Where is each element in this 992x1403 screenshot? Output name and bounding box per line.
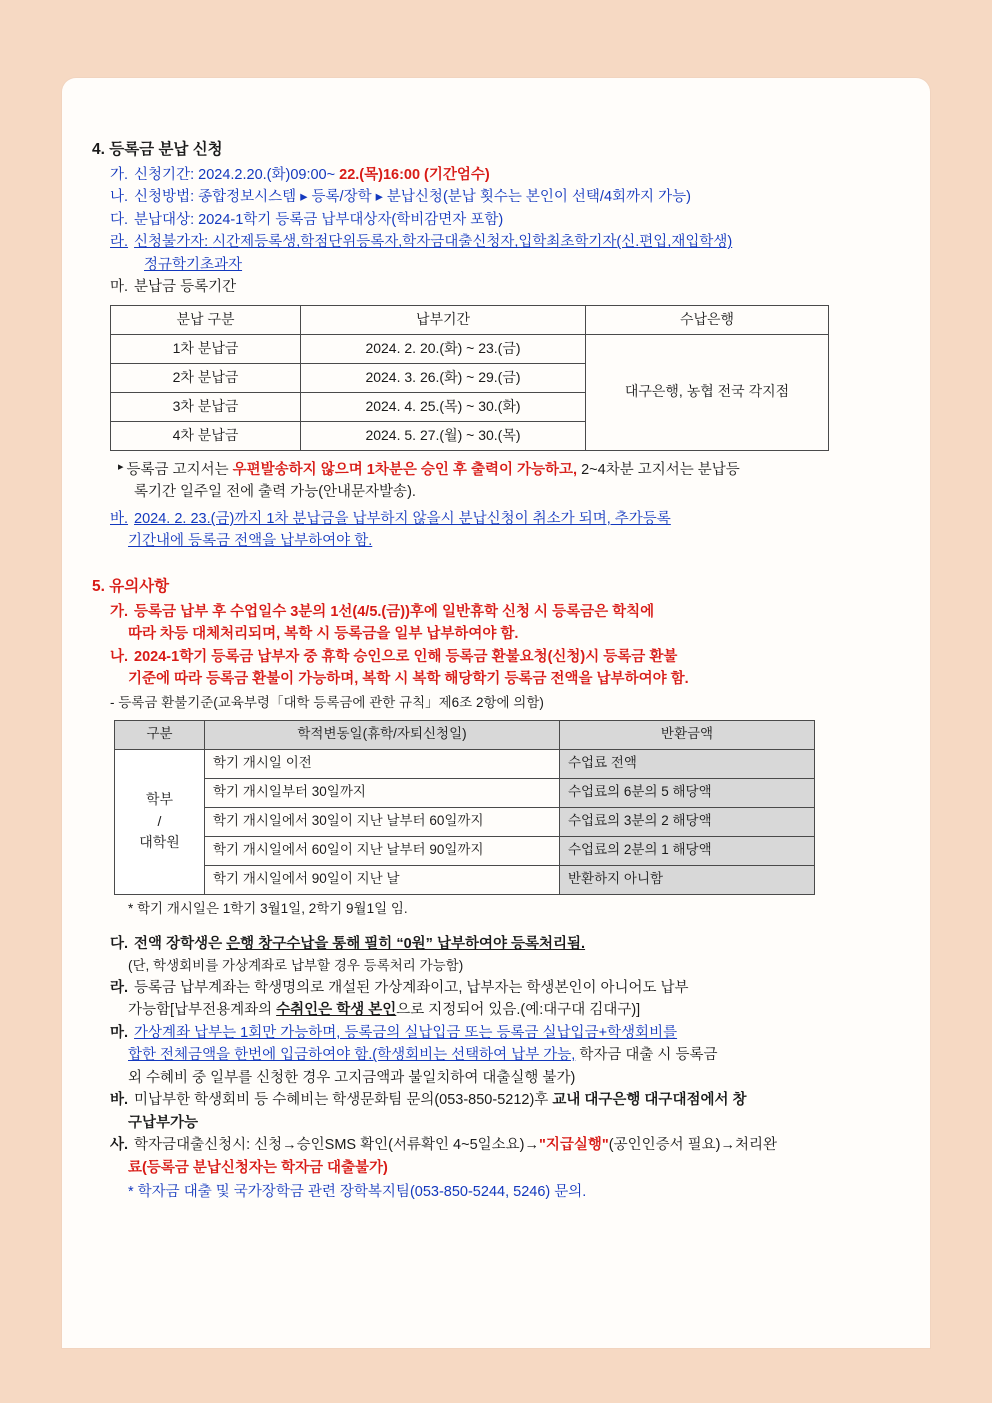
cell-refund-amount: 반환하지 아니함 [560,865,815,894]
cell-change-date: 학기 개시일부터 30일까지 [205,778,560,807]
loan-contact-note: * 학자금 대출 및 국가장학금 관련 장학복지팀(053-850-5244, 5246) 문의. [128,1184,587,1201]
section5-item-sa-line2: 료(등록금 분납신청자는 학자금 대출불가) [128,1159,388,1176]
section5-item-na-line2: 기준에 따라 등록금 환불이 가능하며, 복학 시 복학 해당학기 등록금 전액을 납부하여야 함. [128,671,689,688]
th-bank: 수납은행 [586,305,829,334]
table-row [115,865,815,894]
cell-group-label [115,749,205,894]
item-text-da [134,209,892,231]
cell-refund-amount: 수업료 전액 [560,749,815,778]
item5-label-ma: 마. [110,1024,129,1041]
table-row [115,836,815,865]
da-title: 분납대상: [134,211,195,228]
bullet-text [127,459,892,481]
item5-text-ra: 등록금 납부계좌는 학생명의로 개설된 가상계좌이고, 납부자는 학생본인이 아니어도 납부 [134,979,689,996]
cell-bank: 대구은행, 농협 전국 각지점 [586,334,829,450]
da-pre: 전액 장학생은 [134,936,223,953]
ra-title: 신청불가자: [134,234,209,251]
cell-division: 2차 분납금 [111,363,301,392]
refund-table [114,720,815,895]
ba-line1-emph: 교내 대구은행 대구대점에서 창 [552,1092,747,1109]
cell-change-date: 학기 개시일에서 30일이 지난 날부터 60일까지 [205,807,560,836]
triangle-bullet-icon: ▸ [118,460,124,473]
ma-line2-main: 합한 전체금액을 한번에 입금하여야 함.(학생회비는 선택하여 납부 가능, [128,1047,576,1064]
section-4-heading: 4. 등록금 분납 신청 [92,141,223,158]
section5-item-ma [92,1022,892,1044]
item-label-ma: 마. [110,279,129,296]
cell-refund-amount: 수업료의 6분의 5 해당액 [560,778,815,807]
section-5-heading: 5. 유의사항 [92,577,170,595]
cell-period: 2024. 4. 25.(목) ~ 30.(화) [301,392,586,421]
section5-item-ba [92,1089,892,1111]
cell-change-date: 학기 개시일에서 60일이 지난 날부터 90일까지 [205,836,560,865]
section4-item-ra [92,231,892,253]
section5-item-ma-line2 [92,1044,892,1066]
item-text-ra [134,231,892,253]
table-row [115,749,815,778]
da-text: 2024-1학기 등록금 납부대상자(학비감면자 포함) [198,211,504,228]
semester-start-note: * 학기 개시일은 1학기 3월1일, 2학기 9월1일 임. [128,900,408,916]
section5-item-ga [92,601,892,623]
table-header-row [111,305,829,334]
section4-item-ba [92,508,892,530]
ra-line2-underline: 수취인은 학생 본인 [276,1002,397,1019]
section5-item-da [92,933,892,955]
item5-label-sa: 사. [110,1137,129,1154]
section5-item-ra-line2 [92,999,892,1021]
section5-item-na [92,646,892,668]
cell-change-date: 학기 개시일 이전 [205,749,560,778]
item-text-na [134,186,892,208]
ba-line1-pre: 미납부한 학생회비 등 수혜비는 학생문화팀 문의(053-850-5212)후 [134,1092,549,1109]
cell-refund-amount: 수업료의 2분의 1 해당액 [560,836,815,865]
section4-item-ra-line2: 정규학기초과자 [144,256,243,273]
refund-basis-note: - 등록금 환불기준(교육부령「대학 등록금에 관한 규칙」제6조 2항에 의함) [110,694,544,710]
cell-refund-amount: 수업료의 3분의 2 해당액 [560,807,815,836]
item-label-ga: 가. [110,167,129,184]
na-title: 신청방법: [134,189,195,206]
item-label-da: 다. [110,211,129,228]
item-text-ga [134,164,892,186]
cell-division: 4차 분납금 [111,421,301,450]
section4-item-da [92,209,892,231]
table-row [115,778,815,807]
item-label-ra: 라. [110,234,129,251]
ra-text: 시간제등록생,학점단위등록자,학자금대출신청자,입학최초학기자(신.편입,재입학생) [212,234,733,251]
section5-item-da-sub: (단, 학생회비를 가상계좌로 납부할 경우 등록처리 가능함) [128,957,464,973]
item-text-ma: 분납금 등록기간 [134,279,237,296]
item5-text-na: 2024-1학기 등록금 납부자 중 휴학 승인으로 인해 등록금 환불요청(신청)시 등록금 환불 [134,648,678,665]
na-text: 종합정보시스템 ▸ 등록/장학 ▸ 분납신청(분납 횟수는 본인이 선택/4회까지 가능) [198,189,691,206]
table-row [115,807,815,836]
group-line2: / [157,812,162,829]
item5-text-ga: 등록금 납부 후 수업일수 3분의 1선(4/5.(금))후에 일반휴학 신청 시 등록금은 학칙에 [134,603,655,620]
item-label-na: 나. [110,189,129,206]
ra-line2-post: 으로 지정되어 있음.(예:대구대 김대구)] [396,1002,641,1019]
cell-period: 2024. 5. 27.(월) ~ 30.(목) [301,421,586,450]
section5-item-ra [92,977,892,999]
table-row [111,334,829,363]
document-content [92,138,892,1204]
item5-text-ba [134,1089,892,1111]
item5-label-ga: 가. [110,603,129,620]
item5-text-sa [134,1134,892,1156]
sa-line1-emph: "지급실행" [538,1137,609,1154]
da-underline: 은행 창구수납을 통해 필히 “0원” 납부하여야 등록처리됨. [226,936,586,953]
sa-line1-post: (공인인증서 필요)→처리완 [608,1137,778,1154]
group-line1: 학부 [145,790,174,807]
ga-emphasis: 22.(목)16:00 (기간엄수) [339,167,490,184]
item5-label-na: 나. [110,648,129,665]
bullet-pre: 등록금 고지서는 [126,461,229,478]
th-period: 납부기간 [301,305,586,334]
section4-bullet [92,459,892,481]
item5-label-ra: 라. [110,979,129,996]
cell-division: 1차 분납금 [111,334,301,363]
th-change-date: 학적변동일(휴학/자퇴신청일) [205,720,560,749]
section5-item-ga-line2: 따라 차등 대체처리되며, 복학 시 등록금을 일부 납부하여야 함. [128,626,519,643]
installment-table [110,305,829,451]
section4-item-ga [92,164,892,186]
document-page [62,78,930,1348]
cell-change-date: 학기 개시일에서 90일이 지난 날 [205,865,560,894]
item5-label-ba: 바. [110,1092,129,1109]
ma-line2-tail: 학자금 대출 시 등록금 [579,1047,718,1064]
ga-text: 2024.2.20.(화)09:00~ [198,167,336,184]
section4-item-na [92,186,892,208]
section4-bullet-line2: 록기간 일주일 전에 출력 가능(안내문자발송). [134,484,416,501]
th-division: 분납 구분 [111,305,301,334]
cell-period: 2024. 2. 20.(화) ~ 23.(금) [301,334,586,363]
section4-item-ba-line2: 기간내에 등록금 전액을 납부하여야 함. [128,533,373,550]
cell-period: 2024. 3. 26.(화) ~ 29.(금) [301,363,586,392]
bullet-emph: 우편발송하지 않으며 1차분은 승인 후 출력이 가능하고, [232,461,578,478]
item5-label-da: 다. [110,936,129,953]
section5-item-ba-line2: 구납부가능 [128,1114,199,1131]
section4-item-ma [92,276,892,298]
section5-item-ma-line3: 외 수혜비 중 일부를 신청한 경우 고지금액과 불일치하여 대출실행 불가) [128,1069,576,1086]
group-line3: 대학원 [139,834,180,851]
ga-title: 신청기간: [134,167,195,184]
item5-text-ma: 가상계좌 납부는 1회만 가능하며, 등록금의 실납입금 또는 등록금 실납입금+학생회비를 [134,1024,678,1041]
ra-line2-pre: 가능함[납부전용계좌의 [128,1002,273,1019]
item-text-ba: 2024. 2. 23.(금)까지 1차 분납금을 납부하지 않을시 분납신청이 취소가 되며, 추가등록 [134,510,671,527]
item-label-ba: 바. [110,510,129,527]
th-category: 구분 [115,720,205,749]
section5-item-sa [92,1134,892,1156]
item5-text-da [134,933,892,955]
cell-division: 3차 분납금 [111,392,301,421]
refund-header-row [115,720,815,749]
bullet-post: 2~4차분 고지서는 분납등 [581,461,740,478]
th-refund-amount: 반환금액 [560,720,815,749]
sa-line1-pre: 학자금대출신청시: 신청→승인SMS 확인(서류확인 4~5일소요)→ [134,1137,539,1154]
